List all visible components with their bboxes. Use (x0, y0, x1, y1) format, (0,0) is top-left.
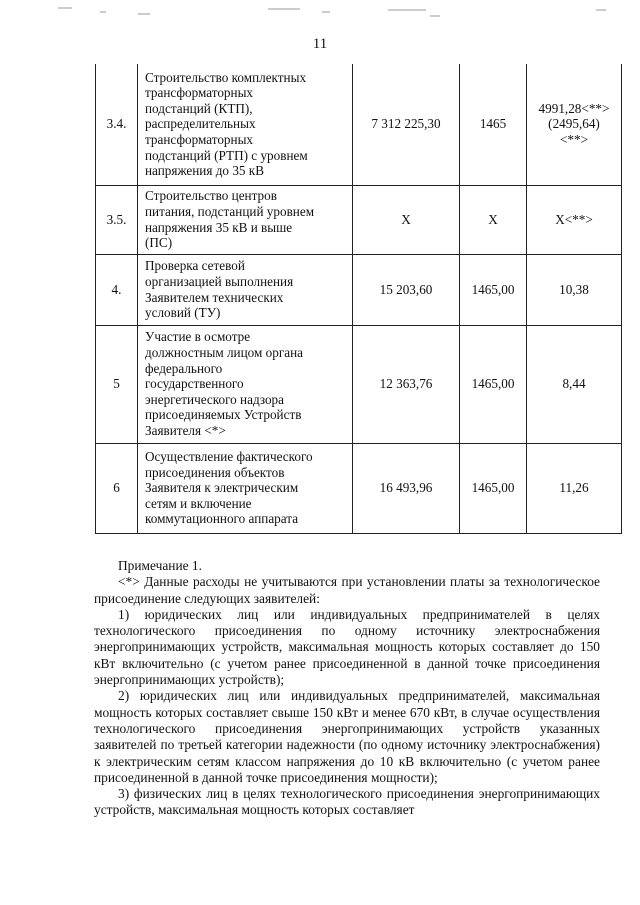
row-description: Проверка сетевой организацией выполнения Заявителем технических условий (ТУ) (138, 254, 353, 325)
table-row (96, 64, 622, 185)
row-amount: 16 493,96 (353, 443, 460, 533)
notes-section (94, 558, 600, 819)
row-rate: 11,26 (527, 443, 622, 533)
page-number: 11 (312, 36, 328, 52)
notes-item-2: 2) юридических лиц или индивидуальных предпринимателей, максимальная мощность которых составляет свыше 150 кВт и менее 670 кВт, в случае осуществления технологического присоединения энергопринимающих устройств указанных заявителей по третьей категории надежности (по одному источнику электроснабжения) к электрическим сетям классом напряжения до 10 кВ включительно (с учетом ранее присоединенной в данной точке присоединения мощности); (94, 688, 600, 785)
row-description: Строительство комплектных трансформаторных подстанций (КТП), распределительных трансформаторных подстанций (РТП) с уровнем напряжения до 35 кВ (138, 64, 353, 185)
row-number: 3.4. (96, 64, 138, 185)
row-value: 1465 (460, 64, 527, 185)
row-value: 1465,00 (460, 325, 527, 443)
row-rate: Х<**> (527, 185, 622, 254)
table-row (96, 185, 622, 254)
table-row (96, 254, 622, 325)
notes-item-1: 1) юридических лиц или индивидуальных предпринимателей в целях технологического присоединения по одному источнику электроснабжения энергопринимающих устройств, максимальная мощность которых составляет до 150 кВт включительно (с учетом ранее присоединенной в данной точке присоединения энергопринимающих устройств); (94, 606, 600, 688)
row-value: 1465,00 (460, 254, 527, 325)
scan-artifacts (0, 0, 640, 30)
row-value: 1465,00 (460, 443, 527, 533)
row-number: 5 (96, 325, 138, 443)
row-number: 3.5. (96, 185, 138, 254)
row-rate: 10,38 (527, 254, 622, 325)
table-row (96, 443, 622, 533)
row-amount: 12 363,76 (353, 325, 460, 443)
row-number: 6 (96, 443, 138, 533)
row-amount: 7 312 225,30 (353, 64, 460, 185)
row-description: Участие в осмотре должностным лицом органа федерального государственного энергетического надзора присоединяемых Устройств Заявителя <*> (138, 325, 353, 443)
row-amount: 15 203,60 (353, 254, 460, 325)
cost-table (95, 64, 622, 534)
row-number: 4. (96, 254, 138, 325)
notes-intro: <*> Данные расходы не учитываются при установлении платы за технологическое присоединение следующих заявителей: (94, 574, 600, 606)
row-description: Строительство центров питания, подстанций уровнем напряжения 35 кВ и выше (ПС) (138, 185, 353, 254)
row-description: Осуществление фактического присоединения объектов Заявителя к электрическим сетям и включение коммутационного аппарата (138, 443, 353, 533)
row-amount: Х (353, 185, 460, 254)
notes-title: Примечание 1. (118, 558, 202, 573)
row-rate: 8,44 (527, 325, 622, 443)
row-rate: 4991,28<**> (2495,64) <**> (527, 64, 622, 185)
row-value: Х (460, 185, 527, 254)
notes-item-3: 3) физических лиц в целях технологического присоединения энергопринимающих устройств, максимальная мощность которых составляет (94, 786, 600, 818)
table-row (96, 325, 622, 443)
